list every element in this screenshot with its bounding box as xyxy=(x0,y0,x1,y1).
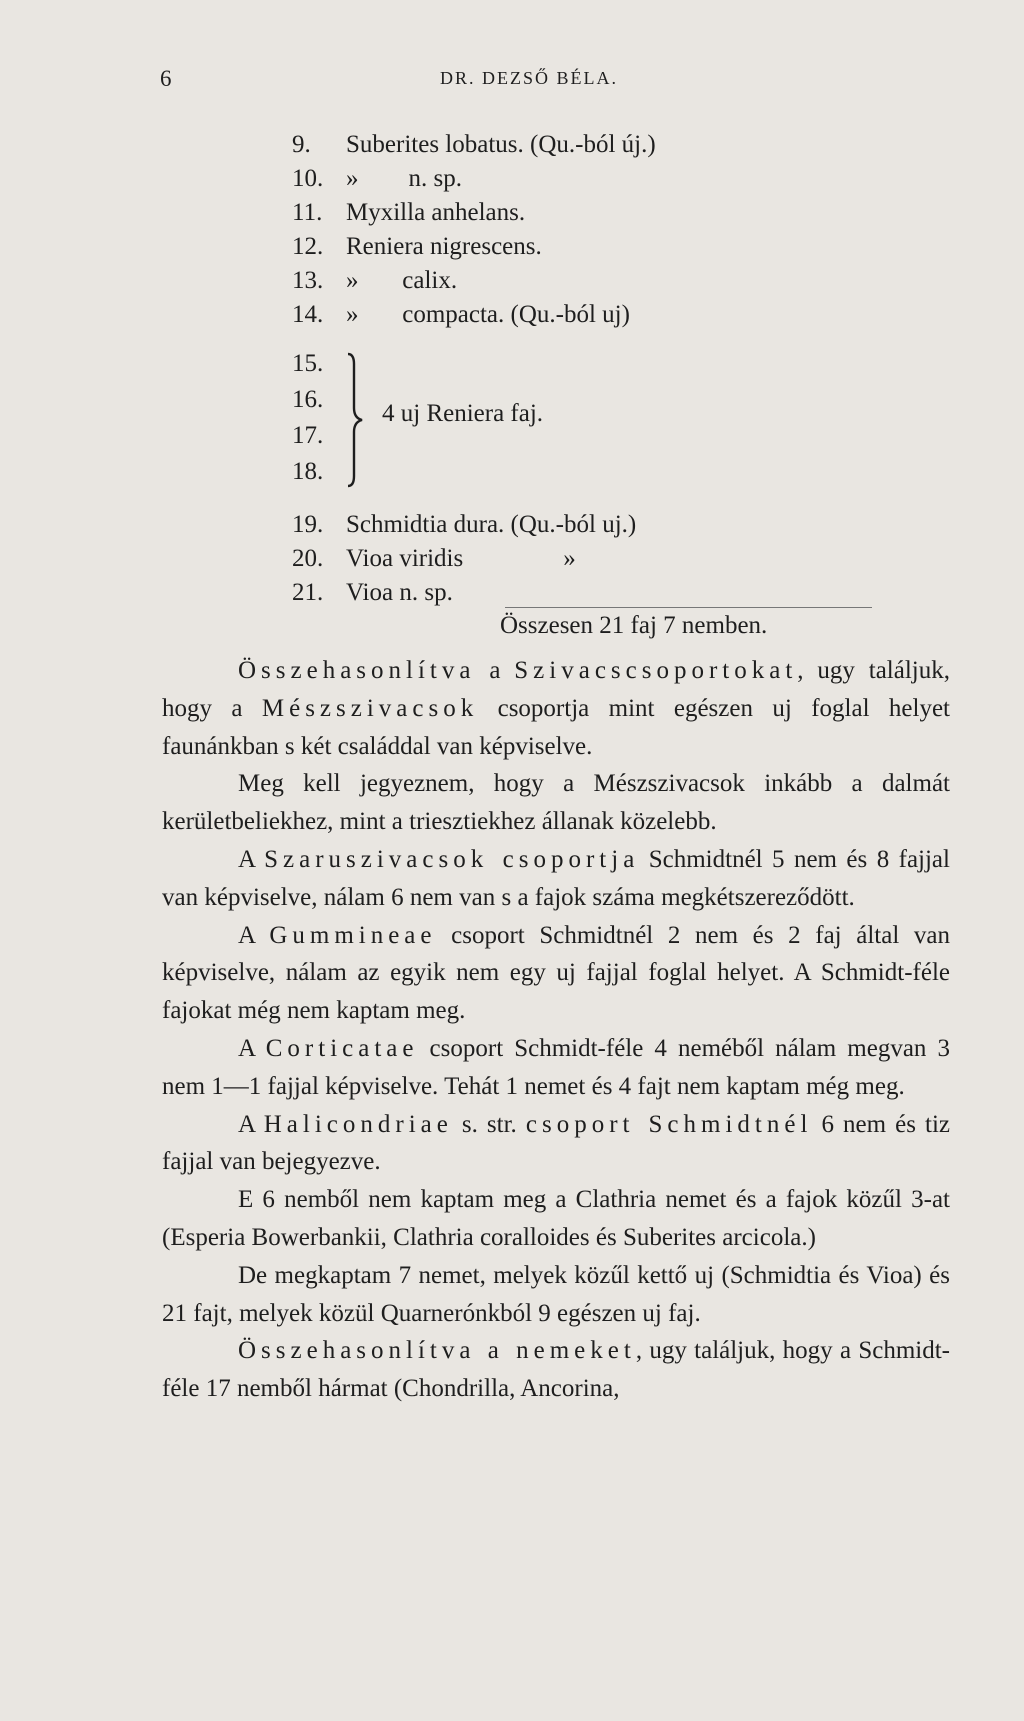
item-number: 15. xyxy=(292,350,324,377)
spaced-text: Összehasonlítva a nemeket xyxy=(238,1337,636,1365)
text-span: A xyxy=(238,921,270,949)
spaced-text: Gummineae xyxy=(269,921,437,949)
brace-group xyxy=(292,346,712,496)
item-number: 10. xyxy=(292,165,324,192)
item-name: » n. sp. xyxy=(346,165,462,192)
page-header xyxy=(0,66,1024,96)
item-name: Myxilla anhelans. xyxy=(346,199,526,226)
item-number: 12. xyxy=(292,233,324,260)
page-number: 6 xyxy=(160,66,172,91)
item-number: 11. xyxy=(292,199,323,226)
running-head: DR. DEZSŐ BÉLA. xyxy=(440,68,618,88)
text-span: Schmidtnél 5 nem és 8 fajjal van képviselve, nálam 6 nem van s a fajok száma megkétszereződött. xyxy=(162,845,950,911)
item-number: 16. xyxy=(292,386,324,413)
text-span: csoport Schmidt-féle 4 neméből nálam megvan 3 nem 1—1 fajjal képviselve. Tehát 1 nemet és 4 fajt nem kaptam még meg. xyxy=(162,1034,950,1100)
text-span: 6 nem és tiz fajjal van bejegyezve. xyxy=(162,1110,950,1176)
body-text xyxy=(162,652,950,1408)
item-number: 19. xyxy=(292,511,324,538)
text-span: csoportja mint egészen uj foglal helyet faunánkban s két családdal van képviselve. xyxy=(162,694,950,760)
summary-line: Összesen 21 faj 7 nemben. xyxy=(500,612,768,639)
list-item xyxy=(292,298,630,332)
spaced-text: Corticatae xyxy=(265,1034,419,1062)
paragraph xyxy=(162,841,950,917)
item-name: Vioa n. sp. xyxy=(346,579,453,606)
item-name: Suberites lobatus. (Qu.-ból új.) xyxy=(346,131,656,158)
paragraph xyxy=(162,652,950,765)
item-number: 9. xyxy=(292,131,311,158)
text-span: A xyxy=(238,845,265,873)
text-span: A xyxy=(238,1110,264,1138)
item-number: 17. xyxy=(292,422,324,449)
list-item xyxy=(292,508,636,542)
item-name: Reniera nigrescens. xyxy=(346,233,542,260)
item-name: Vioa viridis » xyxy=(346,545,576,572)
item-number: 21. xyxy=(292,579,324,606)
text-span: , ugy találjuk, hogy a xyxy=(162,657,950,722)
curly-brace-icon xyxy=(342,350,372,490)
item-name: » compacta. (Qu.-ból uj) xyxy=(346,301,630,328)
paragraph xyxy=(162,1332,950,1408)
summary-rule xyxy=(505,607,872,608)
text-span: s. str. xyxy=(452,1110,526,1138)
item-name: Schmidtia dura. (Qu.-ból uj.) xyxy=(346,511,637,538)
paragraph xyxy=(162,1106,950,1182)
paragraph xyxy=(162,917,950,1030)
paragraph: De megkaptam 7 nemet, melyek közűl kettő uj (Schmidtia és Vioa) és 21 fajt, melyek közül Quarnerónkból 9 egészen uj faj. xyxy=(162,1261,950,1327)
paragraph: E 6 nemből nem kaptam meg a Clathria nemet és a fajok közűl 3-at (Esperia Bowerbankii, Clathria coralloides és Suberites arcicola.) xyxy=(162,1186,950,1251)
item-number: 18. xyxy=(292,458,324,485)
item-number: 13. xyxy=(292,267,324,294)
item-number: 20. xyxy=(292,545,324,572)
item-number: 14. xyxy=(292,301,324,328)
list-item xyxy=(292,128,656,162)
spaced-text: Összehasonlítva xyxy=(238,657,476,684)
list-item xyxy=(292,542,576,576)
text-span: , ugy találjuk, hogy a Schmidt-féle 17 nemből hármat (Chondrilla, Ancorina, xyxy=(162,1337,951,1403)
spaced-text: Szaruszivacsok csoportja xyxy=(264,845,640,873)
list-item xyxy=(292,576,453,610)
list-item xyxy=(292,196,525,230)
paragraph: Meg kell jegyeznem, hogy a Mészszivacsok inkább a dalmát kerületbeliekhez, mint a triesztiekhez állanak közelebb. xyxy=(162,770,950,836)
text-span: A xyxy=(238,1034,266,1062)
list-item xyxy=(292,230,542,264)
spaced-text: csoport Schmidtnél xyxy=(525,1110,813,1138)
paragraph xyxy=(162,1030,950,1106)
item-name: » calix. xyxy=(346,267,458,294)
spaced-text: Halicondriae xyxy=(263,1110,453,1138)
brace-label: 4 uj Reniera faj. xyxy=(382,400,544,427)
text-span: csoport Schmidtnél 2 nem és 2 faj által van képviselve, nálam az egyik nem egy uj fajjal foglal helyet. A Schmidt-féle fajokat még nem kaptam meg. xyxy=(162,921,950,1025)
spaced-text: Mészszivacsok xyxy=(261,694,479,722)
spaced-text: Szivacscsoportokat xyxy=(514,657,798,684)
list-item xyxy=(292,162,462,196)
list-item xyxy=(292,264,457,298)
text-span: a xyxy=(475,657,515,684)
